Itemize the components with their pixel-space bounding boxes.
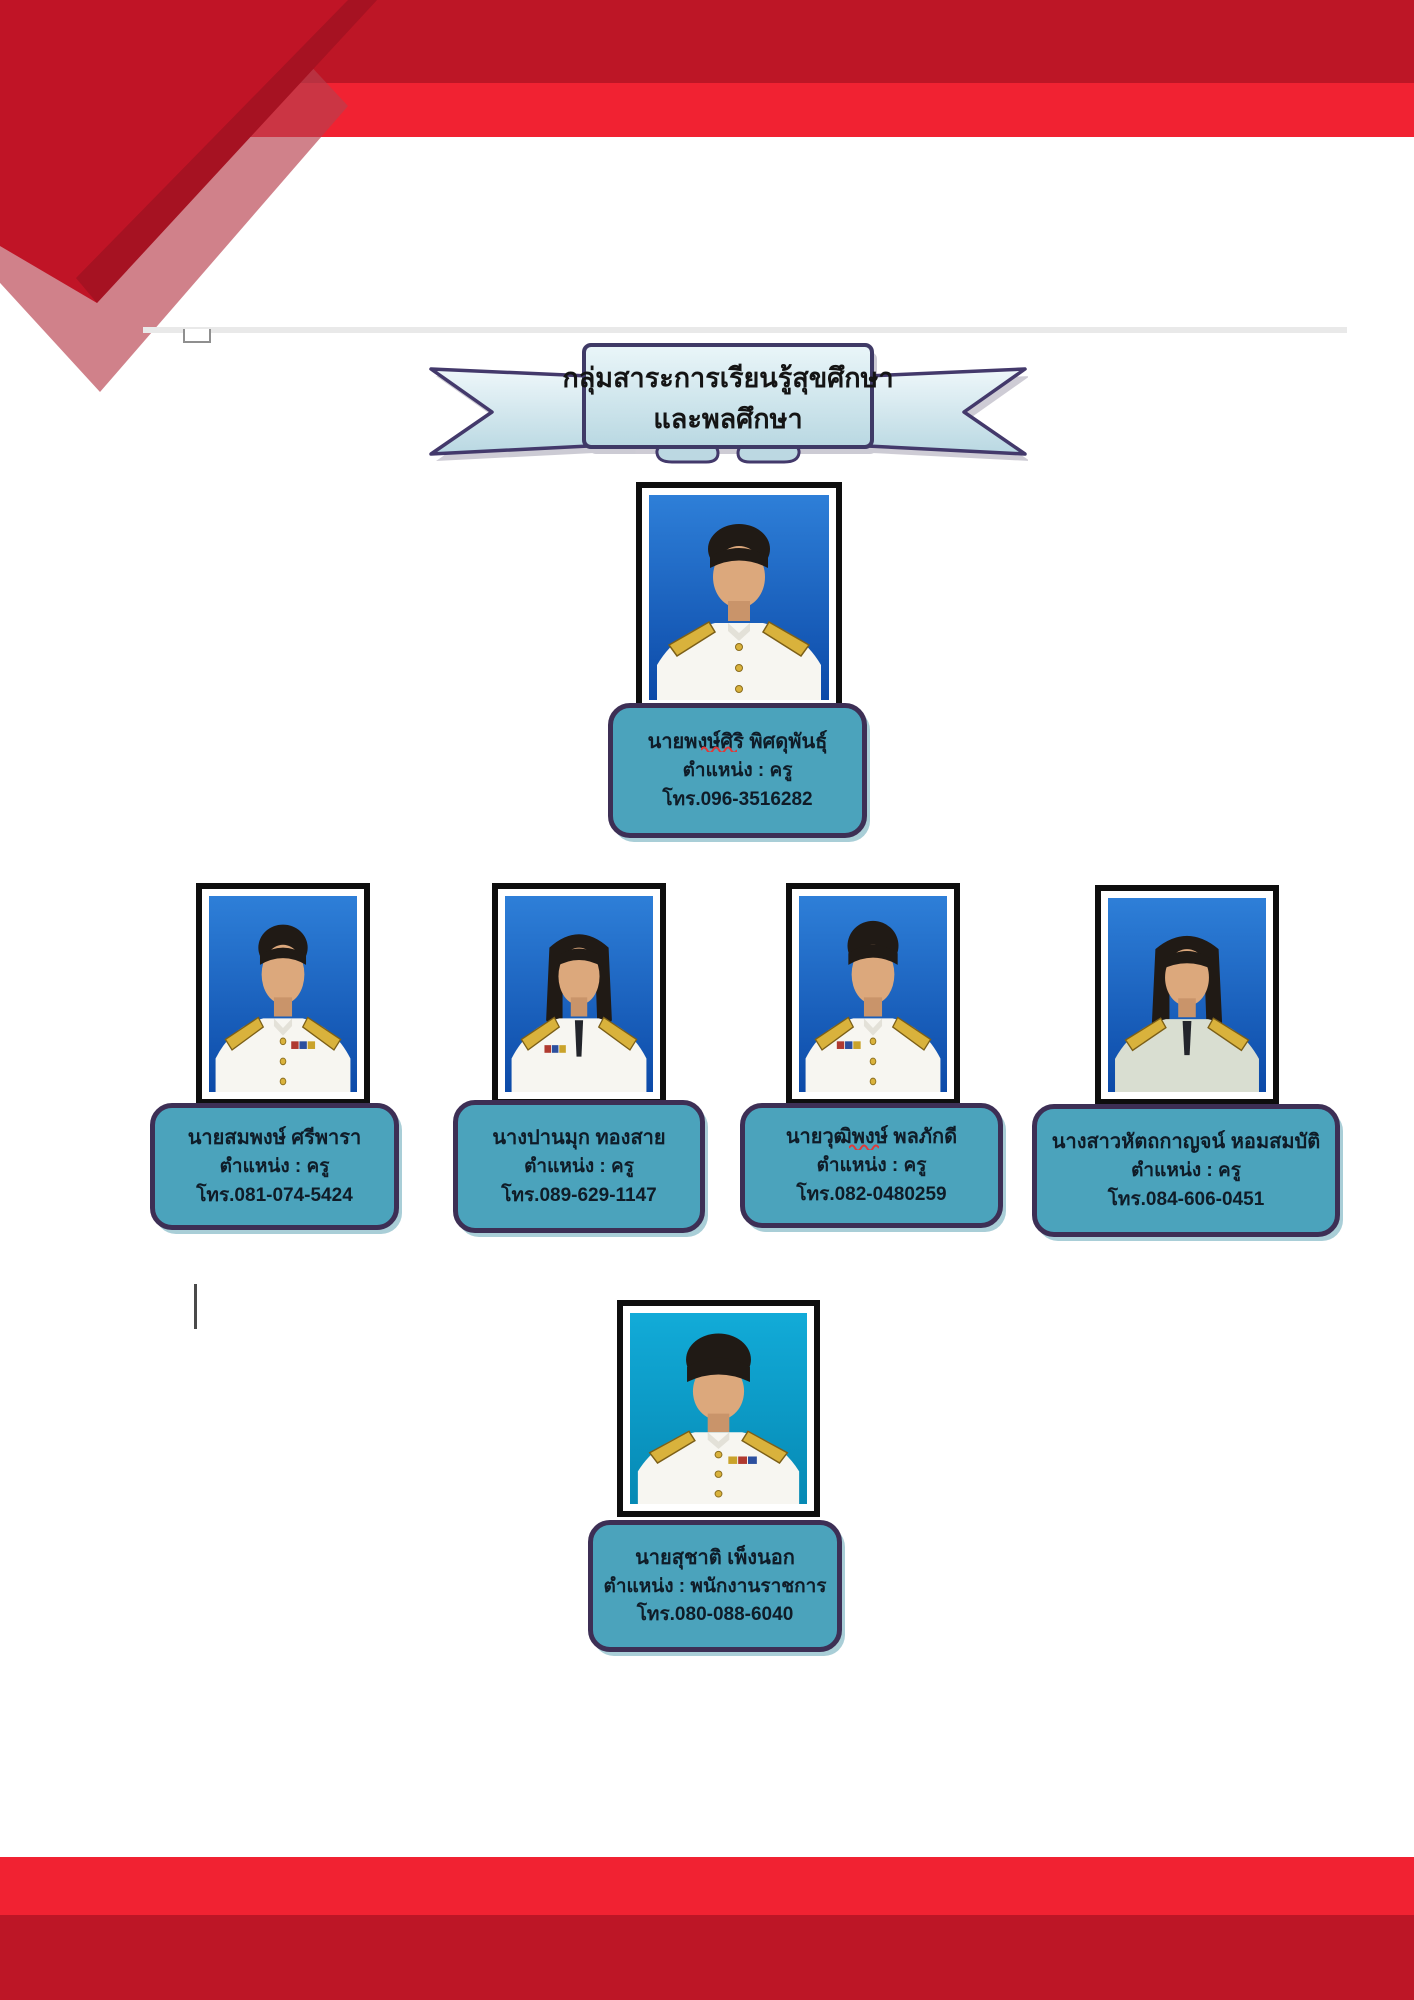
person-name: นายพงษ์ศิริ พิศดุพันธุ์ [647,731,828,753]
table-cell-marker [183,329,211,343]
portrait-photo [492,883,666,1105]
portrait-photo [617,1300,820,1517]
person-name: นายสุชาติ เพ็งนอก [635,1546,795,1569]
bottom-bright-red-band [0,1857,1414,1915]
medal-ribbons [728,1456,757,1463]
page-divider-line [143,327,1347,333]
person-position: ตำแหน่ง : พนักงานราชการ [603,1575,827,1597]
info-card [740,1103,1003,1228]
info-card [608,703,867,838]
person-name: นางปานมุก ทองสาย [492,1127,666,1149]
pink-diamond-shadow [0,0,348,392]
person-position: ตำแหน่ง : ครู [1131,1160,1241,1181]
info-card [1032,1104,1340,1237]
person-position: ตำแหน่ง : ครู [219,1156,330,1177]
diamond-edge-shadow [76,0,377,303]
banner-title-line1: กลุ่มสาระการเรียนรู้สุขศึกษา [562,363,894,393]
male-portrait-illustration [649,495,829,700]
dark-red-diamond [0,0,377,303]
male-portrait-illustration [799,896,947,1092]
person-phone: โทร.081-074-5424 [196,1184,353,1206]
info-card [588,1520,842,1652]
person-phone: โทร.084-606-0451 [1107,1188,1265,1210]
spellcheck-squiggle-icon [701,746,737,752]
male-portrait-illustration [630,1313,807,1504]
info-card [453,1100,705,1233]
portrait-photo [1095,885,1279,1105]
person-name: นายสมพงษ์ ศรีพารา [187,1127,362,1149]
portrait-photo [786,883,960,1105]
person-name: นายวุฒิพงษ์ พลภักดี [785,1126,958,1148]
spellcheck-squiggle-icon [849,1144,879,1150]
top-bright-red-band [0,83,1414,137]
banner-title-line2: และพลศึกษา [653,404,803,434]
person-position: ตำแหน่ง : ครู [682,760,793,781]
portrait-photo [196,883,370,1105]
top-dark-red-band [0,0,1414,83]
person-position: ตำแหน่ง : ครู [816,1155,927,1176]
female-portrait-illustration [1108,898,1266,1092]
medal-ribbons [837,1041,861,1049]
person-name: นางสาวหัตถกาญจน์ หอมสมบัติ [1051,1131,1321,1153]
info-card [150,1103,399,1230]
person-phone: โทร.082-0480259 [796,1183,947,1205]
portrait-photo [636,482,842,713]
person-phone: โทร.089-629-1147 [501,1184,657,1206]
bottom-dark-red-band [0,1915,1414,2000]
person-phone: โทร.096-3516282 [662,788,813,810]
text-cursor [194,1284,197,1329]
female-portrait-illustration [505,896,653,1092]
person-phone: โทร.080-088-6040 [636,1604,794,1625]
male-portrait-illustration [209,896,357,1092]
medal-ribbons [291,1041,315,1049]
title-ribbon-banner [428,342,1028,470]
person-position: ตำแหน่ง : ครู [524,1156,634,1177]
medal-ribbons [544,1045,565,1053]
